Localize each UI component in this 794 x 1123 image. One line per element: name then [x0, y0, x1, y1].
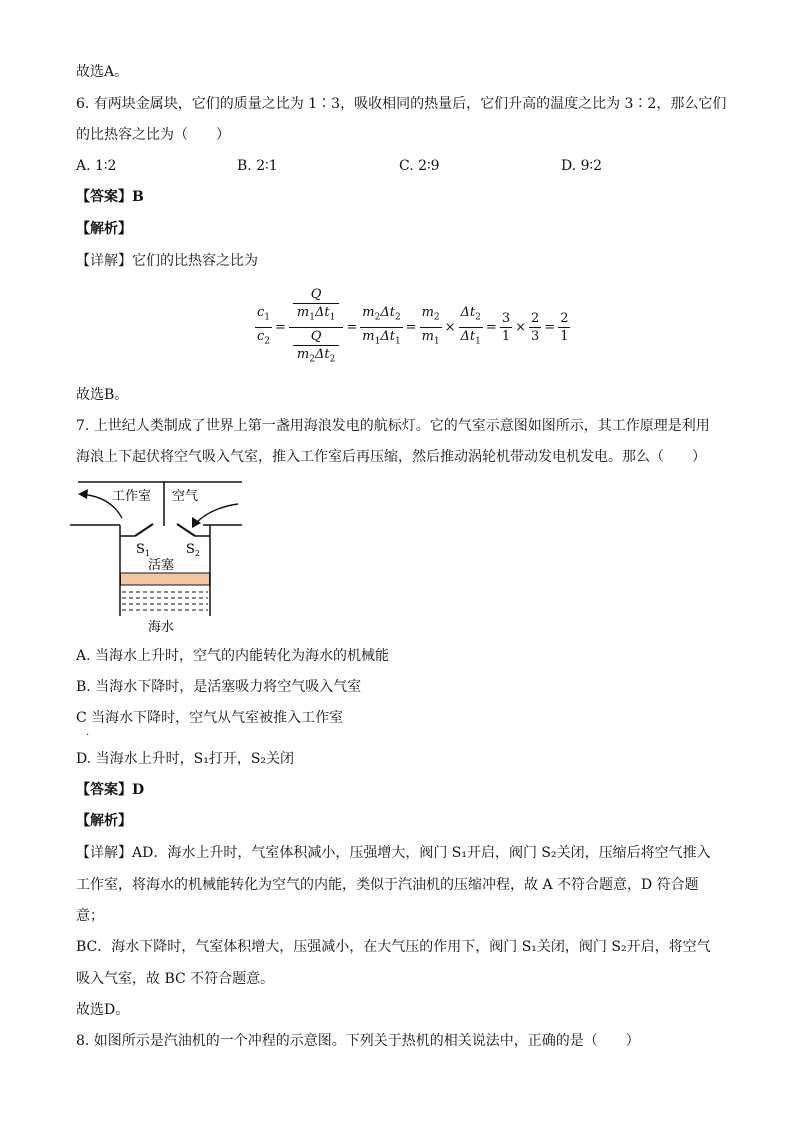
s2-label: $S_2$ — [186, 542, 200, 558]
stray-dot: · — [86, 730, 90, 741]
q7-option-b: B. 当海水下降时，是活塞吸力将空气吸入气室 — [76, 679, 362, 695]
q7-detail-5: 吸入气室，故 BC 不符合题意。 — [76, 971, 275, 987]
q7-option-c: C 当海水下降时，空气从气室被推入工作室 — [76, 710, 344, 726]
q6-option-b: B. 2∶1 — [237, 158, 278, 174]
piston — [121, 573, 210, 585]
question-7-stem-cont: 海浪上下起伏将空气吸入气室，推入工作室后再压缩，然后推动涡轮机带动发电机发电。那么（ ） — [76, 449, 706, 465]
q7-detail-3: 意； — [76, 908, 104, 924]
q7-option-a: A. 当海水上升时，空气的内能转化为海水的机械能 — [76, 648, 390, 664]
q6-option-c: C. 2∶9 — [399, 158, 440, 174]
q7-conclusion: 故选D。 — [76, 1002, 130, 1018]
specific-heat-formula: $\frac{c_1}{c_2}$ = $\frac{\frac{Q}{m_1\Delta t_1}}{\frac{Q}{m_2\Delta t_2}}$ = $\frac{m_2\Delta t_2}{m_1\Delta t_1}$ = $\frac{m_2}{m_1}$ × $\frac{\Delta t_2}{\Delta t_1}$ = $\frac{3}{1}$ × $\frac{2}{3}$ = $\frac{2}{1}$ — [255, 286, 570, 368]
question-6-stem-cont: 的比热容之比为（ ） — [76, 127, 230, 143]
air-label: 空气 — [172, 489, 199, 504]
q7-detail-1: 【详解】AD．海水上升时，气室体积减小，压强增大，阀门 S₁开启，阀门 S₂关闭，压缩后将空气推入 — [76, 845, 711, 861]
question-8-stem: 8. 如图所示是汽油机的一个冲程的示意图。下列关于热机的相关说法中，正确的是（ ） — [76, 1033, 640, 1049]
q6-conclusion: 故选B。 — [76, 387, 129, 403]
air-in-arrow — [195, 504, 238, 524]
q7-detail-2: 工作室，将海水的机械能转化为空气的内能，类似于汽油机的压缩冲程，故 A 不符合题意，D 符合题 — [76, 877, 699, 893]
q7-analysis-heading: 【解析】 — [76, 813, 132, 829]
q6-answer: 【答案】B — [76, 189, 144, 205]
question-7-stem: 7. 上世纪人类制成了世界上第一盏用海浪发电的航标灯。它的气室示意图如图所示，其工作原理是利用 — [76, 418, 710, 434]
valve-s1 — [135, 524, 153, 536]
q6-option-a: A. 1∶2 — [76, 158, 117, 174]
q6-detail: 【详解】它们的比热容之比为 — [76, 253, 258, 269]
q7-detail-4: BC．海水下降时，气室体积增大，压强减小，在大气压的作用下，阀门 S₁关闭，阀门 S₂开启，将空气 — [76, 939, 711, 955]
s1-label: $S_1$ — [136, 542, 150, 558]
compound-fraction: $\frac{\frac{Q}{m_1\Delta t_1}}{\frac{Q}{m_2\Delta t_2}}$ — [289, 286, 343, 368]
q7-answer: 【答案】D — [76, 782, 145, 798]
q6-analysis-heading: 【解析】 — [76, 221, 132, 237]
piston-label: 活塞 — [148, 558, 175, 573]
c-ratio: $\frac{c_1}{c_2}$ — [257, 305, 271, 347]
air-chamber-diagram — [70, 476, 250, 636]
sea-label: 海水 — [148, 620, 175, 635]
q7-option-d: D. 当海水上升时，S₁打开，S₂关闭 — [76, 751, 295, 767]
work-room-label: 工作室 — [112, 489, 152, 504]
question-6-stem: 6. 有两块金属块，它们的质量之比为 1∶3，吸收相同的热量后，它们升高的温度之比为 3∶2，那么它们 — [76, 96, 727, 112]
q6-option-d: D. 9∶2 — [561, 158, 603, 174]
text-line: 故选A。 — [76, 64, 129, 80]
